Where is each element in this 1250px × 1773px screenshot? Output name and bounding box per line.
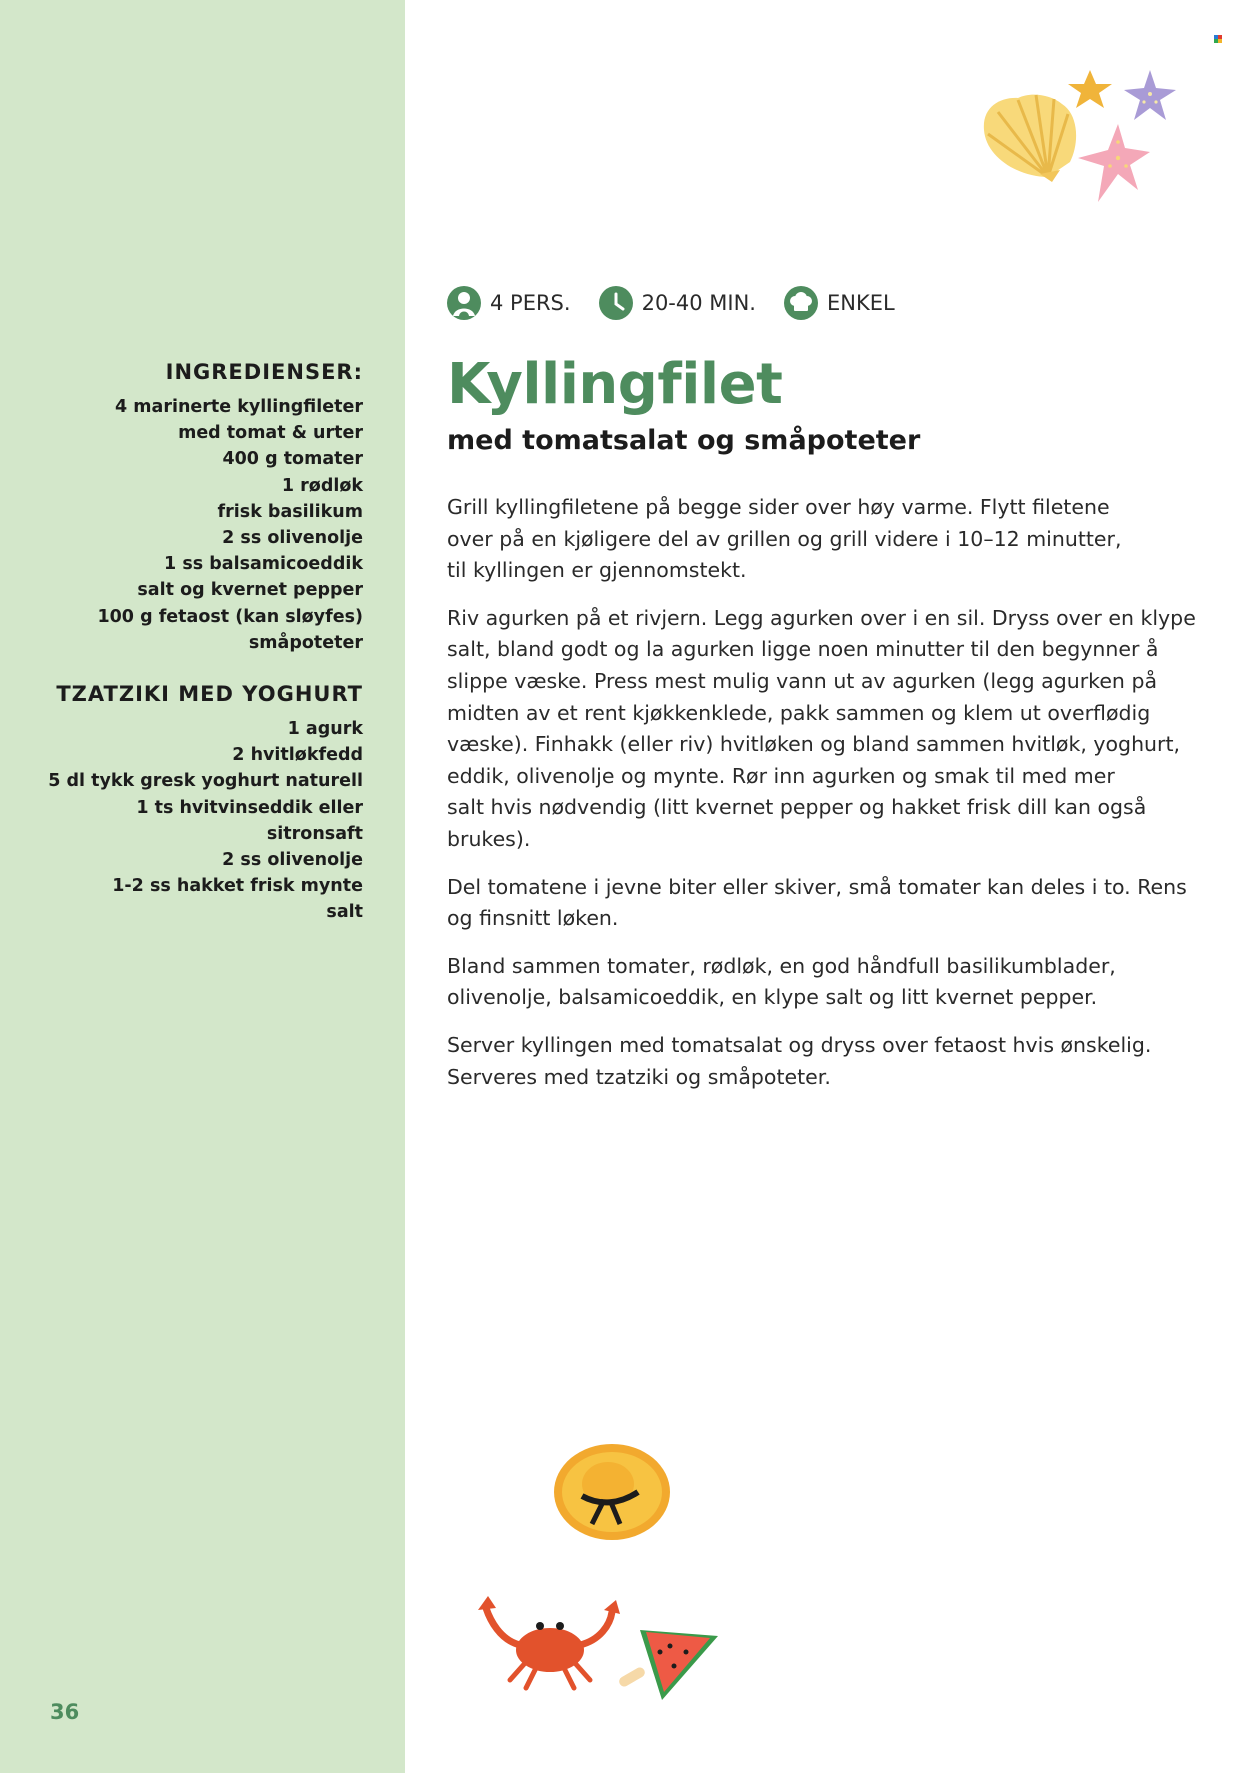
sun-hat-icon xyxy=(554,1444,670,1540)
beach-illustration xyxy=(470,1440,730,1710)
tzatziki-section xyxy=(30,682,363,926)
seashell-starfish-illustration xyxy=(978,62,1188,212)
ingredient-item: 1 ss balsamicoeddik xyxy=(164,554,363,575)
chef-hat-icon xyxy=(784,286,818,320)
ingredient-item: med tomat & urter xyxy=(178,423,363,444)
recipe-title: Kyllingfilet xyxy=(447,352,783,417)
page-number: 36 xyxy=(50,1700,80,1724)
seashell-icon xyxy=(984,95,1076,182)
tzatziki-list xyxy=(30,716,363,926)
ingredient-item: 2 hvitløkfedd xyxy=(232,745,363,766)
ingredient-item: 400 g tomater xyxy=(222,449,363,470)
recipe-meta xyxy=(447,286,923,320)
ingredient-item: 100 g fetaost (kan sløyfes) xyxy=(97,606,363,627)
ingredient-item: 2 ss olivenolje xyxy=(222,528,363,549)
time-label: 20-40 MIN. xyxy=(641,291,756,315)
ingredient-item: sitronsaft xyxy=(266,823,363,844)
starfish-purple-icon xyxy=(1124,70,1176,120)
starfish-orange-icon xyxy=(1068,70,1112,108)
time-info xyxy=(599,286,756,320)
ingredient-item: frisk basilikum xyxy=(217,501,363,522)
ingredient-item: småpoteter xyxy=(248,632,363,653)
ingredients-heading: INGREDIENSER: xyxy=(165,360,363,384)
ingredient-item: salt og kvernet pepper xyxy=(137,580,363,601)
ingredient-item: 1 agurk xyxy=(287,719,363,739)
instruction-paragraph: Bland sammen tomater, rødløk, en god håndfull basilikumblader, olivenolje, balsamicoeddik, en klype salt og litt kvernet pepper. xyxy=(447,953,1116,1010)
ingredient-item: 4 marinerte kyllingfileter xyxy=(115,397,363,417)
ingredient-item: salt xyxy=(326,902,363,923)
difficulty-info xyxy=(784,286,895,320)
difficulty-label: ENKEL xyxy=(826,291,895,315)
color-mark-icon xyxy=(1214,35,1224,43)
instruction-paragraph: Riv agurken på et rivjern. Legg agurken over i en sil. Dryss over en klype salt, bland godt og la agurken ligge noen minutter til den begynner å slippe væske. Press mest mulig vann ut av agurken (legg agurken på midten av et rent kjøkkenklede, pakk sammen og klem ut overflødig væske). Finhakk (eller riv) hvitløken og bland sammen hvitløk, yoghurt, eddik, olivenolje og mynte. Rør inn agurken og smak til med mer salt hvis nødvendig (litt kvernet pepper og hakket frisk dill kan også brukes). xyxy=(447,605,1196,851)
ingredients-list xyxy=(30,394,363,656)
tzatziki-heading: TZATZIKI MED YOGHURT xyxy=(56,682,363,706)
instruction-paragraph: Del tomatene i jevne biter eller skiver, små tomater kan deles i to. Rens og finsnitt løken. xyxy=(447,874,1187,931)
ingredient-item: 1 ts hvitvinseddik eller xyxy=(136,797,363,818)
instruction-paragraph: Server kyllingen med tomatsalat og dryss over fetaost hvis ønskelig. Serveres med tzatziki og småpoteter. xyxy=(447,1032,1152,1089)
servings-info xyxy=(447,286,571,320)
clock-icon xyxy=(599,286,633,320)
instruction-paragraph: Grill kyllingfiletene på begge sider over høy varme. Flytt filetene over på en kjøligere del av grillen og grill videre i 10–12 minutter, til kyllingen er gjennomstekt. xyxy=(447,495,1122,583)
person-icon xyxy=(447,286,481,320)
watermelon-popsicle-icon xyxy=(617,1630,718,1700)
ingredient-item: 1-2 ss hakket frisk mynte xyxy=(112,876,363,897)
ingredients-sidebar xyxy=(0,0,405,1773)
ingredient-item: 2 ss olivenolje xyxy=(222,850,363,871)
ingredient-item: 5 dl tykk gresk yoghurt naturell xyxy=(48,771,363,792)
ingredient-item: 1 rødløk xyxy=(281,475,363,496)
starfish-pink-icon xyxy=(1078,124,1150,202)
servings-label: 4 PERS. xyxy=(490,291,571,315)
ingredients-section xyxy=(30,360,363,656)
crab-icon xyxy=(478,1596,620,1688)
recipe-subtitle: med tomatsalat og småpoteter xyxy=(447,425,921,456)
recipe-instructions xyxy=(447,492,1207,1109)
